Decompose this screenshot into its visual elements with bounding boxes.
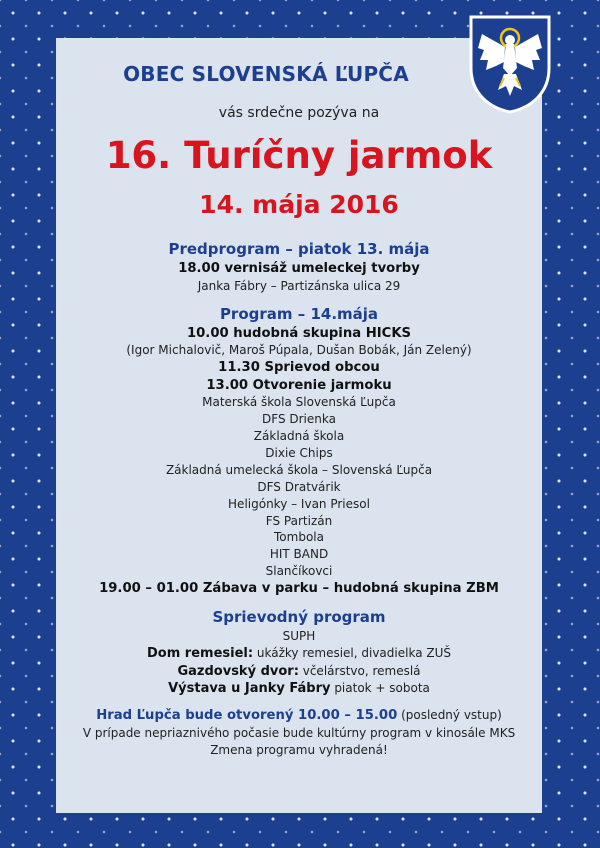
- performer-item: Heligónky – Ivan Priesol: [228, 496, 370, 511]
- preprogram-detail: Janka Fábry – Partizánska ulica 29: [197, 278, 401, 293]
- performer-item: FS Partizán: [265, 513, 333, 528]
- performer-item: HIT BAND: [269, 547, 329, 562]
- performer-item: Materská škola Slovenská Ľupča: [202, 395, 396, 410]
- program-content: [56, 239, 542, 759]
- eagle-coat-of-arms-icon: [468, 14, 552, 114]
- preprogram-event: 18.00 vernisáž umeleckej tvorby: [178, 261, 420, 276]
- side-program-farm: Gazdovský dvor: včelárstvo, remeslá: [177, 663, 421, 679]
- performer-item: Tombola: [274, 530, 324, 545]
- program-heading: Program – 14.mája: [219, 304, 379, 323]
- invitation-text: vás srdečne pozýva na: [218, 105, 380, 121]
- performer-item: Slančíkovci: [265, 564, 333, 579]
- event-date: 14. mája 2016: [199, 190, 399, 219]
- side-program-suph: SUPH: [282, 628, 316, 643]
- poster-panel: [56, 38, 542, 813]
- reserve-note: Zmena programu vyhradená!: [210, 743, 388, 758]
- village-name: OBEC SLOVENSKÁ ĽUPČA: [123, 62, 409, 86]
- side-program-exhibit: Výstava u Janky Fábry piatok + sobota: [168, 681, 430, 697]
- side-program-heading: Sprievodný program: [212, 607, 386, 626]
- side-program-craft: Dom remesiel: ukážky remesiel, divadielka ZUŠ: [147, 645, 451, 661]
- program-opening: 13.00 Otvorenie jarmoku: [206, 377, 392, 393]
- program-parade: 11.30 Sprievod obcou: [218, 360, 380, 375]
- performer-item: Základná umelecká škola – Slovenská Ľupča: [165, 462, 433, 477]
- performer-item: Dixie Chips: [265, 445, 333, 460]
- preprogram-heading: Predprogram – piatok 13. mája: [168, 240, 430, 258]
- castle-opening: Hrad Ľupča bude otvorený 10.00 – 15.00 (posledný vstup): [96, 708, 502, 724]
- program-party: 19.00 – 01.00 Zábava v parku – hudobná skupina ZBM: [99, 581, 499, 597]
- performer-item: DFS Dratvárik: [257, 479, 341, 494]
- event-title: 16. Turíčny jarmok: [105, 134, 493, 177]
- performer-item: DFS Drienka: [262, 412, 336, 427]
- program-band: 10.00 hudobná skupina HICKS: [186, 325, 412, 341]
- program-band-members: (Igor Michalovič, Maroš Púpala, Dušan Bobák, Ján Zelený): [126, 343, 472, 358]
- performer-item: Základná škola: [253, 429, 345, 443]
- rain-note: V prípade nepriaznivého počasie bude kultúrny program v kinosále MKS: [82, 726, 516, 741]
